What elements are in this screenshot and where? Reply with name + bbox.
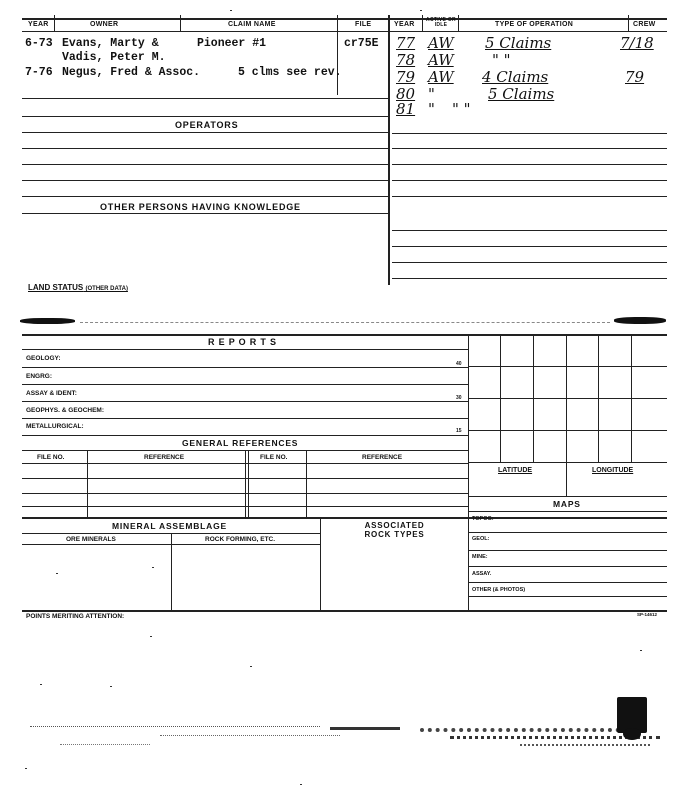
activity-1-operation: 5 Claims [485,34,552,52]
ref-header-reference-1: REFERENCE [144,454,185,461]
activity-2-operation: " " [492,51,511,69]
header-year: YEAR [28,21,49,28]
report-assay-label: ASSAY & IDENT: [26,390,77,397]
other-persons-title: OTHER PERSONS HAVING KNOWLEDGE [100,202,301,212]
points-meriting-attention-label: POINTS MERITING ATTENTION: [26,613,125,620]
row1-year: 6-73 [25,37,53,50]
report-metallurgical-label: METALLURGICAL: [26,423,84,430]
longitude-label: LONGITUDE [592,467,634,474]
report-geophys-label: GEOPHYS. & GEOCHEM: [26,407,105,414]
land-status-label [28,283,128,292]
activity-5-status: " [428,100,435,118]
activity-4-operation: 5 Claims [488,85,555,103]
row1-file: cr75E [344,37,379,50]
report-assay-tick: 30 [456,395,462,401]
header-year2: YEAR [394,21,415,28]
maps-title: MAPS [553,499,581,509]
row3-year: 7-76 [25,66,53,79]
activity-3-operation: 4 Claims [482,68,549,86]
activity-1-crew: 7/18 [620,34,654,52]
general-references-title: GENERAL REFERENCES [182,438,299,448]
activity-4-year: 80 [396,85,416,103]
report-geology-tick: 40 [456,361,462,367]
maps-mine-label: MINE: [472,554,488,560]
row1-claim-name: Pioneer #1 [197,37,267,50]
header-owner: OWNER [90,21,119,28]
header-active-idle: ACTIVE OR IDLE [426,17,456,28]
latitude-label: LATITUDE [498,467,533,474]
land-status-note: (OTHER DATA) [85,286,128,292]
maps-other-label: OTHER (& PHOTOS) [472,587,526,593]
activity-2-year: 78 [396,51,416,69]
activity-3-crew: 79 [625,68,645,86]
ref-header-file-no-2: FILE NO. [260,454,288,461]
separator-mark-right [614,317,666,324]
header-file: FILE [355,21,372,28]
form-code: SP-14612 [637,612,658,617]
report-metallurgical-tick: 15 [456,428,462,434]
activity-5-operation: " " [452,100,471,118]
report-engrg-label: ENGRG: [26,373,52,380]
header-crew: CREW [633,21,656,28]
operators-title: OPERATORS [175,120,239,130]
row3-owner: Negus, Fred & Assoc. [62,66,201,79]
activity-5-year: 81 [396,100,416,118]
separator-mark-left [20,318,75,324]
header-type-of-operation: TYPE OF OPERATION [495,21,574,28]
ore-minerals-label: ORE MINERALS [66,536,116,543]
ref-header-file-no-1: FILE NO. [37,454,65,461]
activity-3-status: AW [428,68,454,86]
land-status-title: LAND STATUS [28,283,84,292]
mineral-assemblage-title: MINERAL ASSEMBLAGE [112,521,227,531]
ref-header-reference-2: REFERENCE [362,454,403,461]
row3-claim-name: 5 clms see rev. [238,66,342,79]
activity-2-status: AW [428,51,454,69]
row2-owner: Vadis, Peter M. [62,51,166,64]
header-claim-name: CLAIM NAME [228,21,276,28]
activity-4-status: " [428,85,435,103]
reports-title: R E P O R T S [208,337,277,347]
report-geology-label: GEOLOGY: [26,355,61,362]
associated-rock-types-title: ASSOCIATED ROCK TYPES [364,521,425,539]
rock-forming-label: ROCK FORMING, ETC. [205,536,276,543]
activity-1-year: 77 [396,34,416,52]
row1-owner: Evans, Marty & [62,37,159,50]
maps-topog-label: TOPOG: [472,516,494,522]
maps-assay-label: ASSAY. [472,571,492,577]
maps-geol-label: GEOL: [472,536,490,542]
activity-1-status: AW [428,34,454,52]
activity-3-year: 79 [396,68,416,86]
